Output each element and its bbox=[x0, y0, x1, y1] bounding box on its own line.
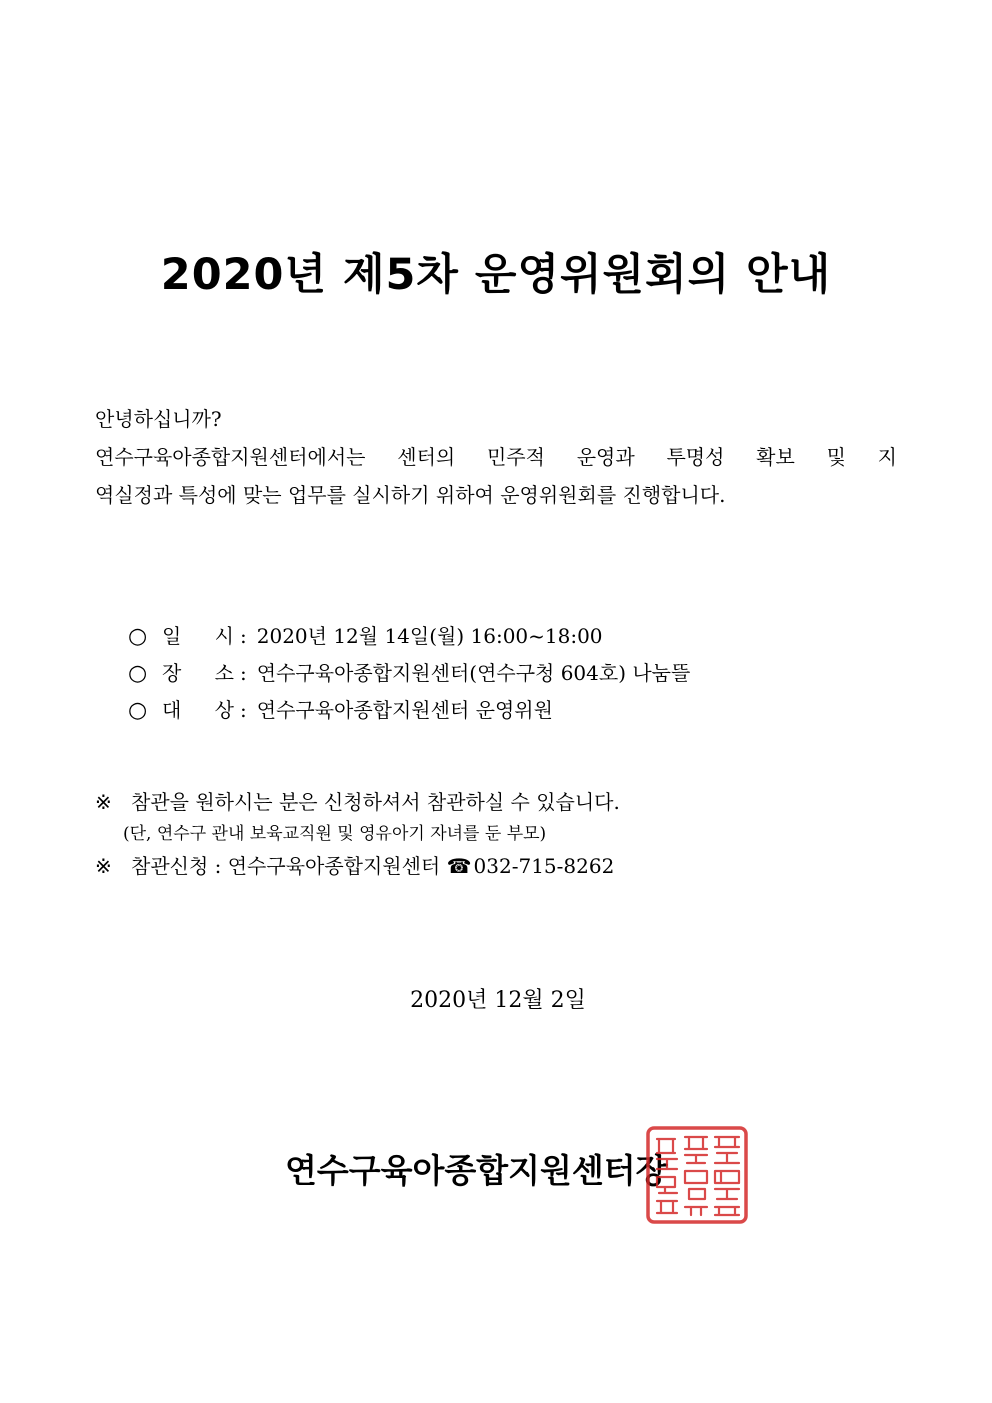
detail-colon: : bbox=[240, 698, 247, 722]
detail-row-location bbox=[128, 655, 690, 692]
note-observation-condition: (단, 연수구 관내 보육교직원 및 영유아기 자녀를 둔 부모) bbox=[123, 824, 547, 844]
circle-bullet-icon: ○ bbox=[128, 624, 148, 649]
detail-label-char: 일 bbox=[162, 624, 182, 648]
detail-colon: : bbox=[240, 624, 247, 648]
circle-bullet-icon: ○ bbox=[128, 661, 148, 686]
detail-row-datetime bbox=[128, 618, 690, 655]
note-application-label: 참관신청 : 연수구육아종합지원센터 bbox=[131, 854, 441, 878]
detail-row-target bbox=[128, 692, 690, 729]
reference-mark-icon: ※ bbox=[95, 854, 112, 878]
detail-value: 연수구육아종합지원센터(연수구청 604호) 나눔뜰 bbox=[256, 661, 691, 685]
intro-paragraph bbox=[95, 400, 897, 514]
document-title: 2020년 제5차 운영위원회의 안내 bbox=[160, 250, 832, 300]
note-text: 참관을 원하시는 분은 신청하셔서 참관하실 수 있습니다. bbox=[131, 790, 620, 814]
detail-label-char: 대 bbox=[162, 698, 182, 722]
detail-label bbox=[162, 618, 234, 655]
note-observation bbox=[95, 785, 620, 819]
document-date: 2020년 12월 2일 bbox=[410, 988, 586, 1013]
meeting-details bbox=[128, 618, 690, 729]
detail-label bbox=[162, 655, 234, 692]
reference-mark-icon: ※ bbox=[95, 790, 112, 814]
detail-label bbox=[162, 692, 234, 729]
notes-section bbox=[95, 785, 620, 883]
detail-label-char: 상 bbox=[214, 698, 234, 722]
official-seal-icon bbox=[645, 1125, 749, 1225]
note-application bbox=[95, 849, 620, 883]
detail-value: 연수구육아종합지원센터 운영위원 bbox=[256, 698, 553, 722]
intro-body-line-1: 연수구육아종합지원센터에서는 센터의 민주적 운영과 투명성 확보 및 지 bbox=[95, 445, 897, 469]
detail-value: 2020년 12월 14일(월) 16:00~18:00 bbox=[256, 624, 603, 648]
detail-label-char: 소 bbox=[214, 661, 234, 685]
signer-name: 연수구육아종합지원센터장 bbox=[285, 1151, 668, 1190]
detail-label-char: 장 bbox=[162, 661, 182, 685]
detail-colon: : bbox=[240, 661, 247, 685]
phone-icon: ☎ bbox=[446, 854, 472, 878]
circle-bullet-icon: ○ bbox=[128, 698, 148, 723]
detail-label-char: 시 bbox=[214, 624, 234, 648]
phone-number: 032-715-8262 bbox=[473, 854, 615, 878]
intro-body-line-2: 역실정과 특성에 맞는 업무를 실시하기 위하여 운영위원회를 진행합니다. bbox=[95, 483, 726, 507]
greeting: 안녕하십니까? bbox=[95, 407, 222, 431]
